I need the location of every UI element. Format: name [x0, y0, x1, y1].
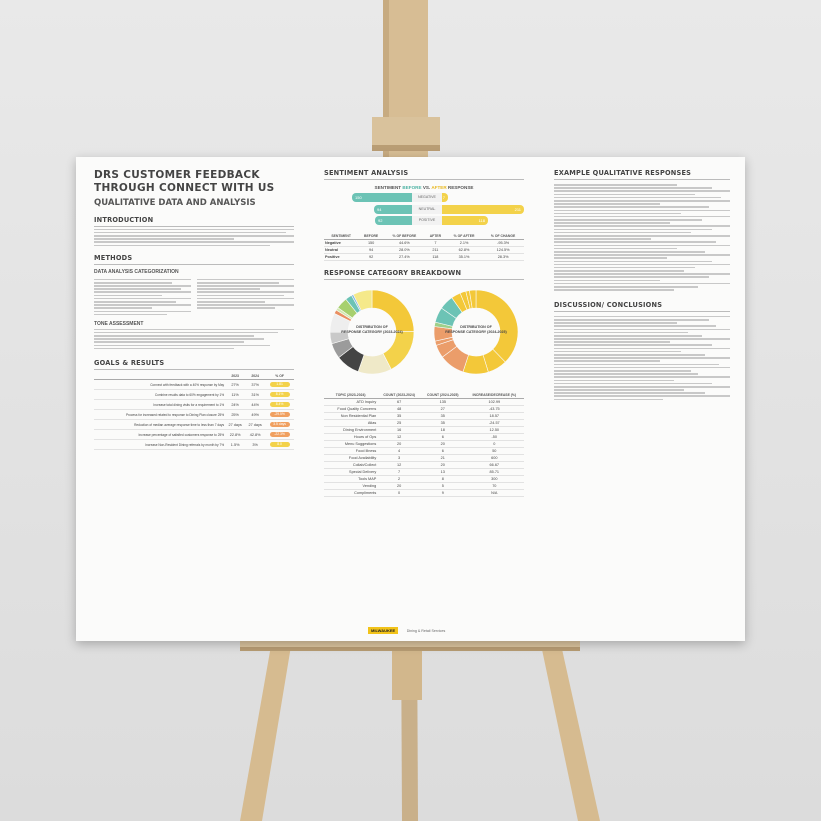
goal-value-2024: 44%: [245, 400, 265, 410]
table-cell: 124.5%: [482, 247, 524, 254]
goal-change-pill: -22.3%: [270, 432, 290, 437]
table-cell: Food Availability: [324, 455, 377, 462]
table-cell: 85.71: [465, 469, 524, 476]
goal-change-pill: 3.5 days: [270, 422, 290, 427]
table-cell: 62.8%: [446, 247, 482, 254]
table-cell: -95.3%: [482, 240, 524, 247]
table-cell: Non Residential Plan: [324, 413, 377, 420]
goal-value-2024: 3%: [245, 440, 265, 450]
goal-text: Increase percentage of satisfied customers response to 25%: [94, 430, 225, 440]
sentiment-table-header: BEFORE: [358, 233, 384, 240]
table-cell: 35: [421, 420, 465, 427]
table-cell: 0: [377, 490, 421, 497]
goal-text: Increase Non-Resident Dining referrals by month by 7%: [94, 440, 225, 450]
sentiment-table-header: % OF BEFORE: [384, 233, 425, 240]
table-cell: 50: [465, 448, 524, 455]
category-table: [324, 392, 524, 497]
table-cell: Compliments: [324, 490, 377, 497]
goal-change-pill: -29.5%: [270, 412, 290, 417]
table-cell: 48: [377, 406, 421, 413]
sentiment-after-bar: 118: [442, 216, 488, 225]
table-cell: 20: [421, 441, 465, 448]
table-cell: Food Quality Concerns: [324, 406, 377, 413]
table-cell: 211: [425, 247, 446, 254]
table-cell: 7: [425, 240, 446, 247]
table-cell: 2.1%: [446, 240, 482, 247]
category-table-header: COUNT (2024-2025): [421, 392, 465, 399]
goal-text: Combine results data to 60% engagement by 1%: [94, 390, 225, 400]
goal-value-2023: 27 days: [225, 420, 245, 430]
table-cell: 20: [421, 462, 465, 469]
category-table-header: COUNT (2023-2024): [377, 392, 421, 399]
table-cell: 5: [421, 483, 465, 490]
donut-center-label: RESPONSE CATEGORY (2023-2024): [341, 330, 403, 334]
goal-value-2024: 37%: [245, 380, 265, 390]
data-analysis-heading: DATA ANALYSIS CATEGORIZATION: [94, 269, 179, 276]
table-row: [324, 434, 524, 441]
table-cell: 300: [465, 476, 524, 483]
sentiment-after-bar: 211: [442, 205, 524, 214]
goal-value-2023: 11%: [225, 390, 245, 400]
goals-table-header: 2024: [245, 373, 265, 380]
table-cell: Positive: [324, 254, 358, 261]
table-cell: 18.57: [465, 413, 524, 420]
easel-left-leg: [240, 640, 292, 821]
table-cell: 21: [421, 455, 465, 462]
table-cell: Tools MAP: [324, 476, 377, 483]
footer-text: Dining & Retail Services: [406, 629, 446, 633]
table-cell: 12.50: [465, 427, 524, 434]
sentiment-before-bar: 92: [375, 216, 412, 225]
table-cell: 0: [465, 441, 524, 448]
table-cell: 8: [421, 476, 465, 483]
tone-body: [94, 329, 294, 350]
sentiment-title-vs: VS.: [422, 185, 431, 190]
table-cell: 150: [358, 240, 384, 247]
table-cell: 9: [421, 490, 465, 497]
table-cell: 4: [377, 448, 421, 455]
introduction-body: [94, 229, 294, 247]
easel-right-leg: [540, 640, 600, 821]
table-cell: 27.4%: [384, 254, 425, 261]
methods-heading: METHODS: [94, 254, 294, 265]
table-row: [324, 476, 524, 483]
poster-title-line1: DRS CUSTOMER FEEDBACK: [94, 169, 260, 181]
table-cell: 2: [377, 476, 421, 483]
table-cell: Negative: [324, 240, 358, 247]
sentiment-before-bar: 150: [352, 193, 412, 202]
table-cell: N/A: [465, 490, 524, 497]
table-cell: 102.99: [465, 399, 524, 406]
goal-change: [265, 400, 294, 410]
table-cell: ATD Inquiry: [324, 399, 377, 406]
table-row: [324, 455, 524, 462]
table-cell: 35: [377, 413, 421, 420]
goal-change-pill: 8.1%: [270, 392, 290, 397]
table-row: [324, 448, 524, 455]
table-cell: 20: [377, 441, 421, 448]
sentiment-chart-title: [324, 185, 524, 190]
sentiment-title-after: AFTER: [431, 185, 447, 190]
goal-row: [94, 390, 294, 400]
table-row: [324, 483, 524, 490]
goal-change: [265, 380, 294, 390]
goal-text: Connect with feedback with a 40% response by May: [94, 380, 225, 390]
goals-heading: GOALS & RESULTS: [94, 359, 294, 370]
table-cell: 44.6%: [384, 240, 425, 247]
sentiment-bar-row: [324, 205, 524, 214]
poster-subtitle: QUALITATIVE DATA AND ANALYSIS: [94, 198, 256, 208]
table-cell: 118: [425, 254, 446, 261]
sentiment-bar-label: POSITIVE: [412, 216, 442, 225]
table-row: [324, 399, 524, 406]
goal-text: Reduction of median average response time to less than 7 days: [94, 420, 225, 430]
sentiment-bar-row: [324, 193, 524, 202]
table-cell: 28.0%: [384, 247, 425, 254]
table-cell: Food Illness: [324, 448, 377, 455]
donut-charts: [324, 280, 524, 385]
table-cell: 67: [377, 399, 421, 406]
sentiment-table-header: % OF AFTER: [446, 233, 482, 240]
table-cell: Neutral: [324, 247, 358, 254]
goals-table: [94, 373, 294, 450]
goal-change-pill: 8.0: [270, 442, 290, 447]
goal-row: [94, 420, 294, 430]
table-cell: 94: [358, 247, 384, 254]
table-row: [324, 240, 524, 247]
goal-value-2024: 49%: [245, 410, 265, 420]
table-row: [324, 254, 524, 261]
goal-text: Increase total dining visits for a requirement to 1%: [94, 400, 225, 410]
goal-value-2024: 27 days: [245, 420, 265, 430]
sentiment-heading: SENTIMENT ANALYSIS: [324, 169, 524, 180]
goal-value-2024: 42.8%: [245, 430, 265, 440]
table-cell: 16: [377, 427, 421, 434]
table-cell: Special Delivery: [324, 469, 377, 476]
goal-change: [265, 390, 294, 400]
table-cell: 135: [421, 399, 465, 406]
goal-row: [94, 380, 294, 390]
table-cell: Menu Suggestions: [324, 441, 377, 448]
table-row: [324, 469, 524, 476]
table-cell: 13: [421, 469, 465, 476]
sentiment-title-pre: SENTIMENT: [374, 185, 402, 190]
sentiment-table: [324, 233, 524, 261]
table-cell: 70: [465, 483, 524, 490]
category-table-header: INCREASE/DECREASE (%): [465, 392, 524, 399]
sentiment-before-bar: 94: [374, 205, 412, 214]
table-cell: Hours of Ops: [324, 434, 377, 441]
sentiment-title-before: BEFORE: [402, 185, 422, 190]
table-cell: 6: [421, 448, 465, 455]
table-row: [324, 247, 524, 254]
table-cell: 12: [377, 462, 421, 469]
sentiment-table-header: % OF CHANGE: [482, 233, 524, 240]
sentiment-table-header: SENTIMENT: [324, 233, 358, 240]
table-cell: 600: [465, 455, 524, 462]
goal-value-2024: 31%: [245, 390, 265, 400]
table-cell: 18: [421, 427, 465, 434]
table-row: [324, 441, 524, 448]
table-cell: 20: [377, 483, 421, 490]
table-row: [324, 420, 524, 427]
donut-center-label: RESPONSE CATEGORY (2024-2025): [445, 330, 507, 334]
table-row: [324, 427, 524, 434]
goal-change-pill: 8.4%: [270, 402, 290, 407]
poster-column-right: [554, 169, 730, 402]
table-cell: 28.3%: [482, 254, 524, 261]
goal-value-2023: 22.8%: [225, 430, 245, 440]
table-cell: Vending: [324, 483, 377, 490]
table-cell: 92: [358, 254, 384, 261]
goals-table-header: 2023: [225, 373, 245, 380]
category-table-header: TOPIC (2023-2024): [324, 392, 377, 399]
table-row: [324, 406, 524, 413]
table-cell: -24.57: [465, 420, 524, 427]
table-cell: -50: [465, 434, 524, 441]
table-row: [324, 462, 524, 469]
table-cell: Atlas: [324, 420, 377, 427]
table-cell: -43.75: [465, 406, 524, 413]
sentiment-title-post: RESPONSE: [447, 185, 474, 190]
table-cell: 7: [377, 469, 421, 476]
goal-value-2023: 27%: [225, 380, 245, 390]
poster-column-middle: [324, 169, 524, 497]
table-cell: 35: [421, 413, 465, 420]
discussion-heading: DISCUSSION/ CONCLUSIONS: [554, 301, 730, 312]
introduction-heading: INTRODUCTION: [94, 216, 294, 227]
table-cell: 35.1%: [446, 254, 482, 261]
table-cell: 3: [377, 455, 421, 462]
goals-table-header: % OF: [265, 373, 294, 380]
table-row: [324, 413, 524, 420]
goal-change-pill: 1.81: [270, 382, 290, 387]
goal-row: [94, 430, 294, 440]
tone-heading: TONE ASSESSMENT: [94, 320, 144, 327]
sentiment-bar-chart: [324, 193, 524, 225]
discussion-body: [554, 316, 730, 400]
table-cell: Dining Environment: [324, 427, 377, 434]
table-row: [324, 490, 524, 497]
poster-title-line2: THROUGH CONNECT WITH US: [94, 182, 275, 194]
examples-heading: EXAMPLE QUALITATIVE RESPONSES: [554, 169, 730, 180]
sentiment-bar-label: NEGATIVE: [412, 193, 442, 202]
poster-column-left: [94, 169, 294, 450]
goal-change: [265, 420, 294, 430]
table-cell: 6: [421, 434, 465, 441]
university-logo: MILWAUKEE: [368, 627, 398, 634]
sentiment-bar-row: [324, 216, 524, 225]
goal-change: [265, 440, 294, 450]
table-cell: 66.67: [465, 462, 524, 469]
goal-row: [94, 440, 294, 450]
donut-center-label: DISTRIBUTION OF: [460, 325, 492, 329]
poster: [76, 157, 745, 641]
sentiment-bar-label: NEUTRAL: [412, 205, 442, 214]
goal-value-2023: 24%: [225, 400, 245, 410]
goal-value-2023: 25%: [225, 410, 245, 420]
examples-body: [554, 184, 730, 291]
sentiment-after-bar: 7: [442, 193, 448, 202]
goal-change: [265, 410, 294, 420]
donut-center-label: DISTRIBUTION OF: [356, 325, 388, 329]
goal-value-2023: 1.5%: [225, 440, 245, 450]
goal-row: [94, 410, 294, 420]
table-cell: Collab/Collect: [324, 462, 377, 469]
table-cell: 12: [377, 434, 421, 441]
sentiment-table-header: AFTER: [425, 233, 446, 240]
table-cell: 25: [377, 420, 421, 427]
goal-row: [94, 400, 294, 410]
goal-change: [265, 430, 294, 440]
goal-text: Process for increased related to response to Dining Plan closure 25%: [94, 410, 225, 420]
methods-body: [94, 277, 294, 317]
breakdown-heading: RESPONSE CATEGORY BREAKDOWN: [324, 269, 524, 280]
poster-footer: [368, 619, 445, 637]
table-cell: 27: [421, 406, 465, 413]
